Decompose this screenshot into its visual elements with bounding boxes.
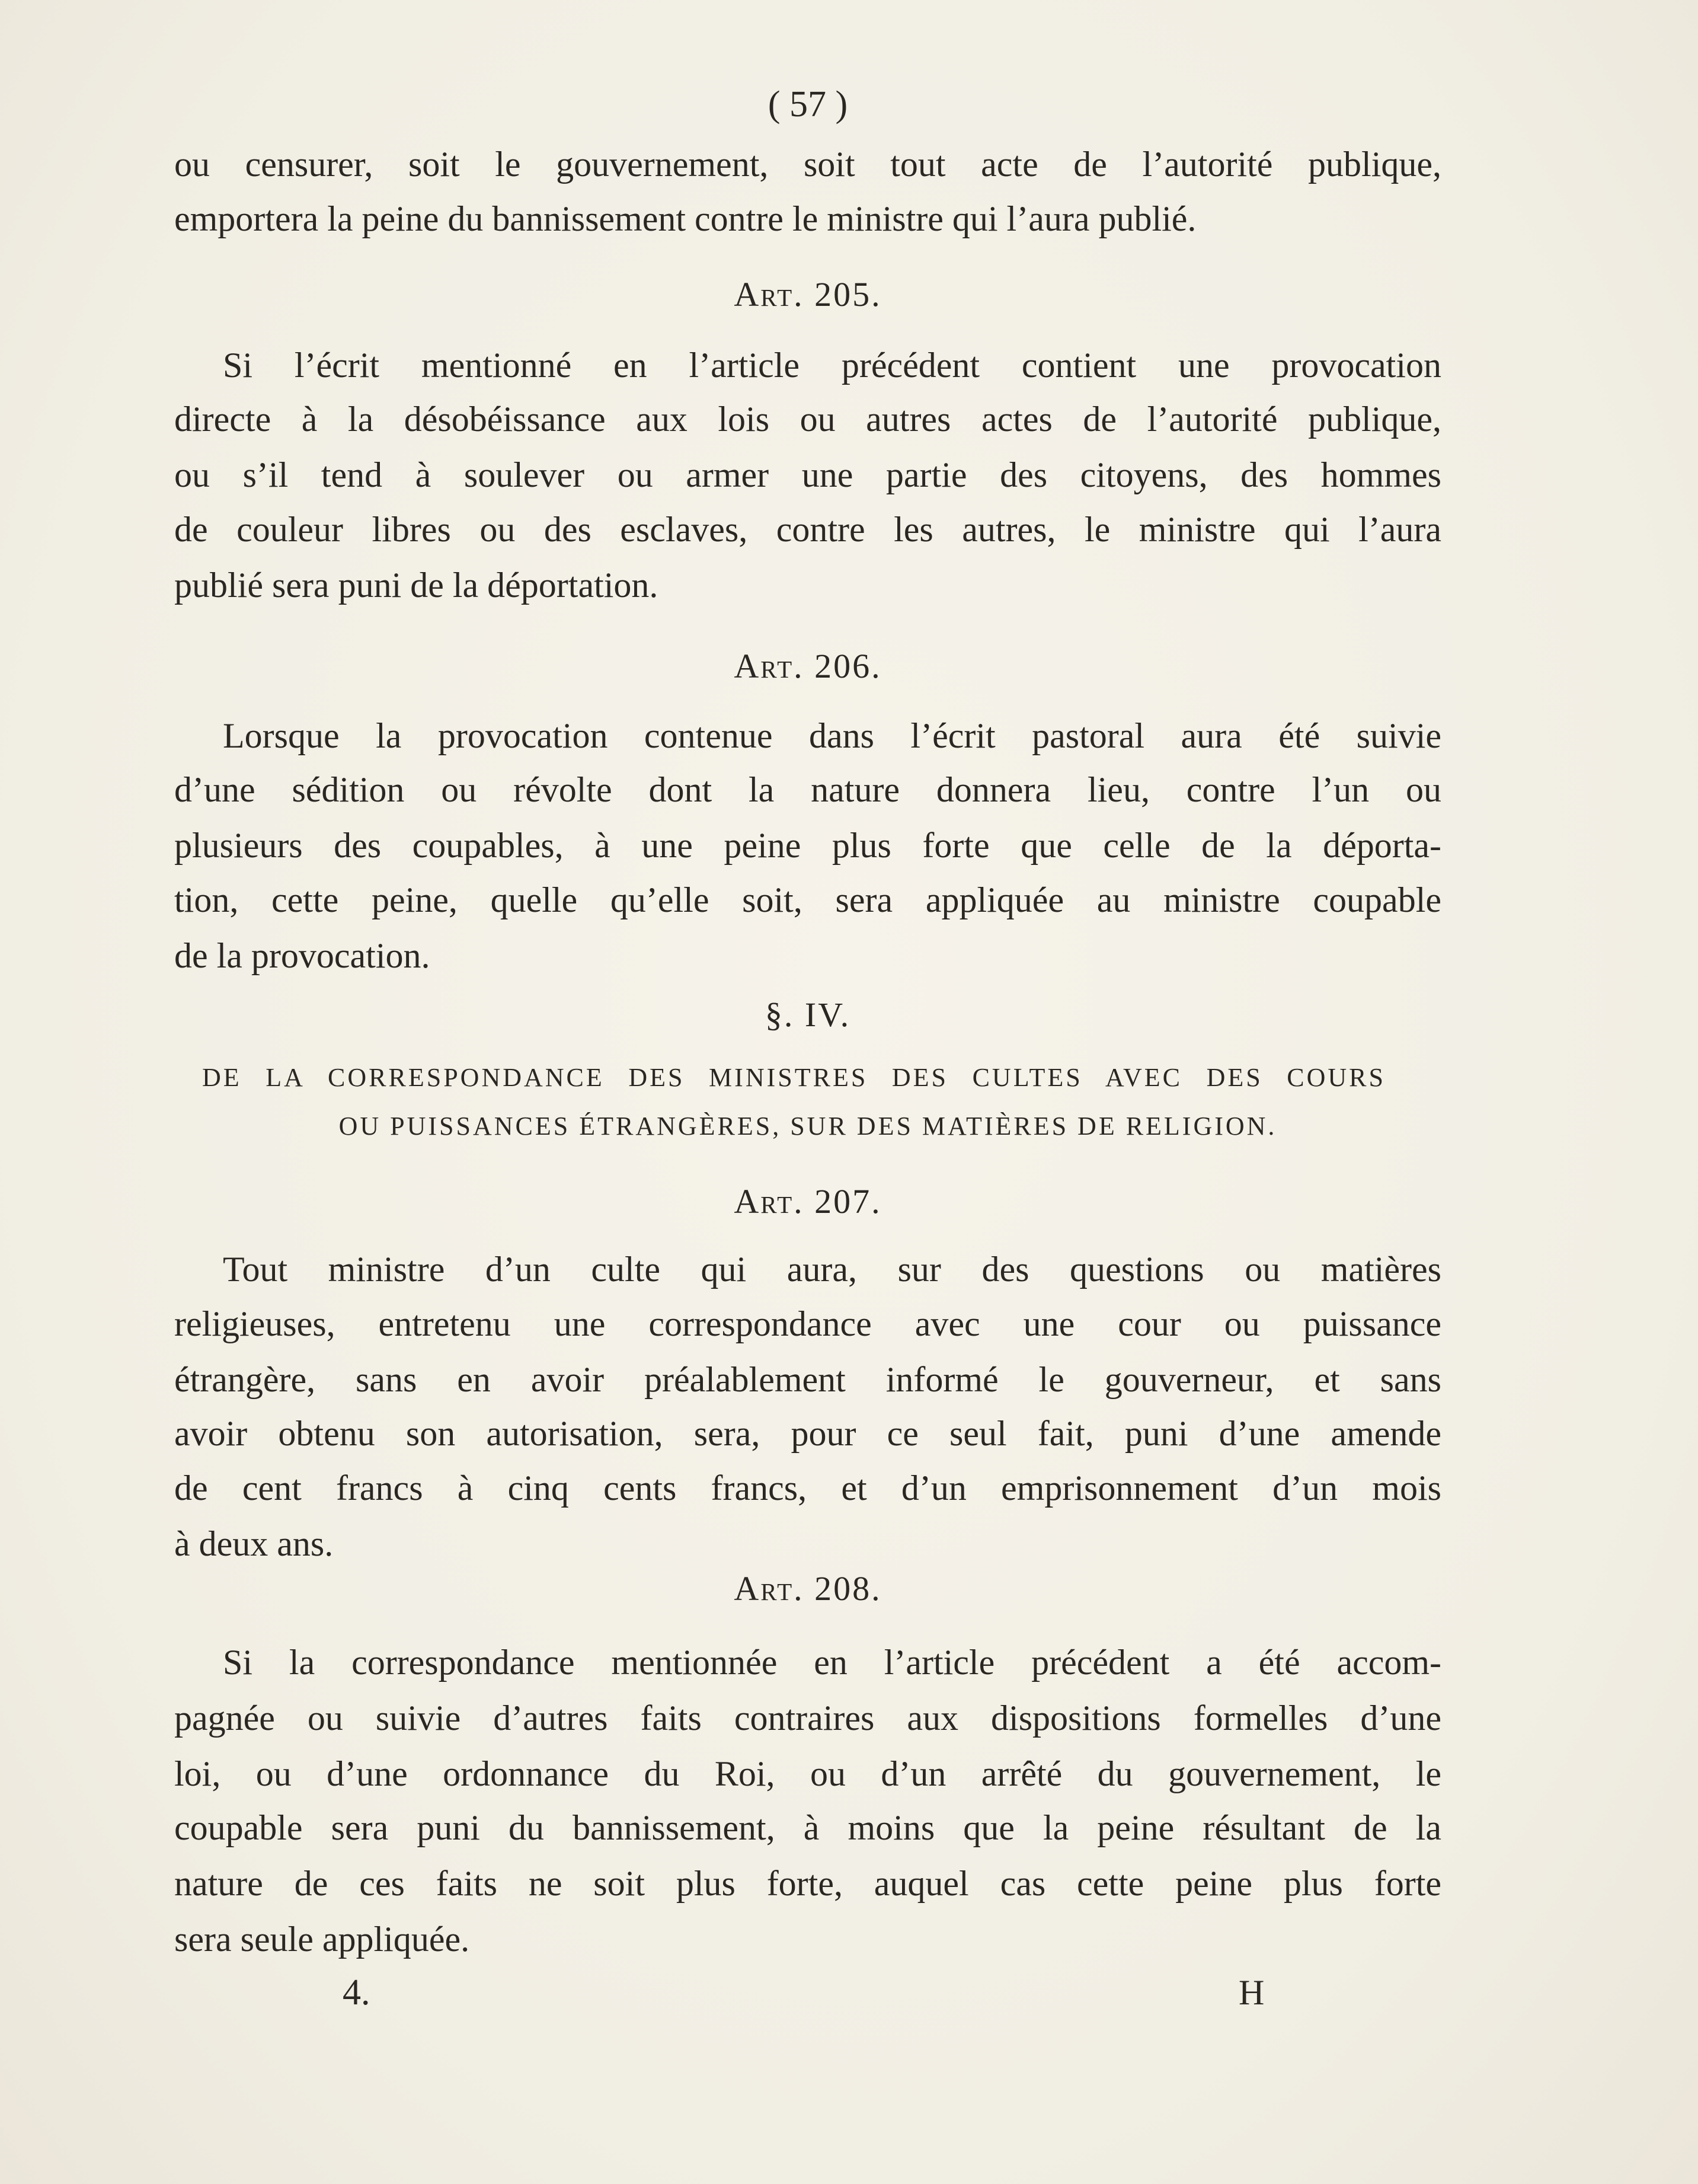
article-heading-205: Art. 205.: [734, 275, 882, 314]
text-line: à deux ans.: [174, 1524, 334, 1563]
text-line: plusieurs des coupables, à une peine plus forte que celle de la déporta-: [174, 826, 1441, 865]
article-heading-206: Art. 206.: [734, 647, 882, 685]
text-line: pagnée ou suivie d’autres faits contraires aux dispositions formelles d’une: [174, 1698, 1441, 1738]
text-line: tion, cette peine, quelle qu’elle soit, sera appliquée au ministre coupable: [174, 880, 1441, 919]
text-line: Lorsque la provocation contenue dans l’écrit pastoral aura été suivie: [223, 716, 1441, 755]
text-line: sera seule appliquée.: [174, 1920, 470, 1959]
text-line: coupable sera puni du bannissement, à moins que la peine résultant de la: [174, 1808, 1441, 1847]
text-line: d’une sédition ou révolte dont la nature donnera lieu, contre l’un ou: [174, 770, 1441, 809]
section-title-line: DE LA CORRESPONDANCE DES MINISTRES DES CULTES AVEC DES COURS: [202, 1063, 1386, 1092]
article-heading-208: Art. 208.: [734, 1569, 882, 1608]
text-line: publié sera puni de la déportation.: [174, 566, 658, 605]
article-heading-207: Art. 207.: [734, 1182, 882, 1221]
text-line: nature de ces faits ne soit plus forte, auquel cas cette peine plus forte: [174, 1864, 1441, 1903]
text-line: de la provocation.: [174, 936, 430, 975]
text-line: religieuses, entretenu une correspondance avec une cour ou puissance: [174, 1304, 1441, 1343]
text-line: ou censurer, soit le gouvernement, soit tout acte de l’autorité publique,: [174, 145, 1441, 184]
text-line: de couleur libres ou des esclaves, contre les autres, le ministre qui l’aura: [174, 510, 1441, 549]
text-line: Si la correspondance mentionnée en l’article précédent a été accom-: [223, 1643, 1441, 1682]
gathering-mark: H: [1239, 1973, 1265, 2012]
section-title-line: OU PUISSANCES ÉTRANGÈRES, SUR DES MATIÈRES DE RELIGION.: [338, 1112, 1277, 1141]
text-line: directe à la désobéissance aux lois ou autres actes de l’autorité publique,: [174, 400, 1441, 439]
text-line: emportera la peine du bannissement contre le ministre qui l’aura publié.: [174, 199, 1197, 238]
page-number: ( 57 ): [768, 84, 848, 124]
text-line: de cent francs à cinq cents francs, et d’un emprisonnement d’un mois: [174, 1468, 1441, 1508]
text-line: Si l’écrit mentionné en l’article précédent contient une provocation: [223, 346, 1441, 385]
text-line: avoir obtenu son autorisation, sera, pour ce seul fait, puni d’une amende: [174, 1414, 1441, 1453]
text-line: étrangère, sans en avoir préalablement informé le gouverneur, et sans: [174, 1360, 1441, 1399]
section-number: §. IV.: [765, 995, 851, 1034]
text-line: loi, ou d’une ordonnance du Roi, ou d’un arrêté du gouvernement, le: [174, 1754, 1441, 1793]
text-line: Tout ministre d’un culte qui aura, sur des questions ou matières: [223, 1250, 1441, 1289]
text-line: ou s’il tend à soulever ou armer une partie des citoyens, des hommes: [174, 455, 1441, 494]
signature-mark: 4.: [343, 1972, 370, 2013]
